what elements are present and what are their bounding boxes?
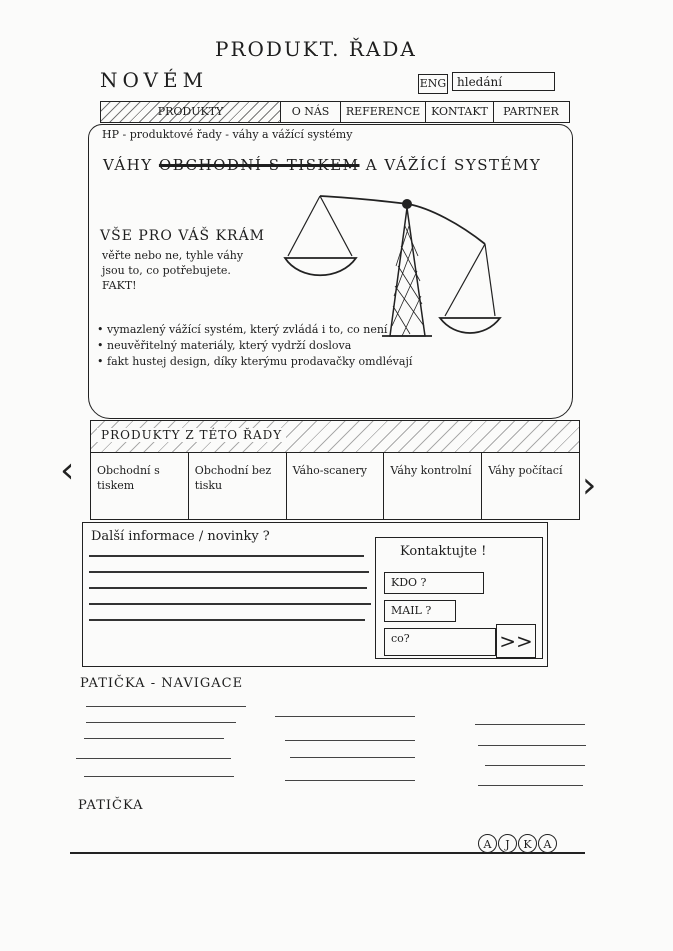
author-initial: J — [498, 834, 517, 853]
text-line — [89, 555, 364, 557]
author-badges — [478, 834, 557, 853]
footer-link[interactable] — [86, 722, 236, 723]
footer-link[interactable] — [275, 716, 415, 717]
breadcrumb[interactable]: HP - produktové řady - váhy a vážící systémy — [102, 128, 353, 141]
message-field[interactable]: co? — [384, 628, 496, 656]
list-item: • neuvěřitelný materiály, který vydrží doslova — [97, 338, 477, 354]
footer-link[interactable] — [478, 745, 586, 746]
contact-form — [375, 537, 543, 659]
product-item[interactable]: Váho-scanery — [287, 453, 385, 519]
feature-list — [97, 322, 477, 370]
headline-struck: OBCHODNÍ S TISKEM — [158, 156, 360, 174]
footer-divider — [70, 852, 585, 854]
author-initial: K — [518, 834, 537, 853]
chevron-left-icon[interactable]: ‹ — [60, 450, 75, 491]
promo-text: věřte nebo ne, tyhle váhy jsou to, co potřebujete. FAKT! — [102, 249, 244, 292]
footer-link[interactable] — [84, 776, 234, 777]
list-item: • fakt hustej design, díky kterýmu prodavačky omdlévají — [97, 354, 477, 370]
language-button[interactable]: ENG — [418, 74, 448, 94]
product-row — [91, 453, 579, 519]
author-initial: A — [478, 834, 497, 853]
footer-link[interactable] — [485, 765, 585, 766]
footer-link[interactable] — [285, 780, 415, 781]
hero-headline — [103, 156, 541, 174]
product-item[interactable]: Váhy kontrolní — [384, 453, 482, 519]
info-section — [82, 522, 548, 667]
text-line — [89, 619, 365, 621]
product-item[interactable]: Váhy počítací — [488, 464, 563, 477]
footer-title: PATIČKA — [78, 798, 144, 813]
footer-link[interactable] — [478, 785, 583, 786]
products-title: PRODUKTY Z TÉTO ŘADY — [97, 428, 286, 442]
headline-prefix: VÁHY — [103, 156, 153, 174]
text-line — [89, 603, 371, 605]
footer-link[interactable] — [76, 758, 231, 759]
product-item[interactable]: Obchodní s tiskem — [91, 453, 189, 519]
nav-item-partner[interactable]: PARTNER — [503, 105, 559, 118]
search-input[interactable]: hledání — [452, 72, 555, 91]
products-header — [91, 421, 579, 453]
nav-item-o-nas[interactable]: O NÁS — [281, 102, 341, 122]
footer-link[interactable] — [86, 706, 246, 707]
footer-nav-title: PATIČKA - NAVIGACE — [80, 676, 244, 691]
contact-title: Kontaktujte ! — [400, 544, 487, 559]
footer-link[interactable] — [475, 724, 585, 725]
nav-item-kontakt[interactable]: KONTAKT — [426, 102, 494, 122]
main-nav — [100, 101, 570, 123]
email-field[interactable]: MAIL ? — [384, 600, 456, 622]
chevron-right-icon[interactable]: › — [582, 465, 597, 506]
nav-item-reference[interactable]: REFERENCE — [341, 102, 426, 122]
footer-link[interactable] — [290, 757, 415, 758]
footer-link[interactable] — [285, 740, 415, 741]
nav-item-produkty[interactable]: PRODUKTY — [101, 102, 281, 122]
author-initial: A — [538, 834, 557, 853]
page-title: PRODUKT. ŘADA — [215, 37, 417, 61]
list-item: • vymazlený vážící systém, který zvládá i to, co není — [97, 322, 477, 338]
promo-title: VŠE PRO VÁŠ KRÁM — [100, 228, 266, 244]
footer-link[interactable] — [84, 738, 224, 739]
text-line — [89, 571, 369, 573]
text-line — [89, 587, 367, 589]
send-button[interactable]: >> — [496, 624, 536, 658]
info-title: Další informace / novinky ? — [91, 529, 270, 544]
product-carousel — [90, 420, 580, 520]
logo[interactable]: NOVÉM — [100, 68, 209, 92]
name-field[interactable]: KDO ? — [384, 572, 484, 594]
product-item[interactable]: Obchodní bez tisku — [189, 453, 287, 519]
headline-suffix: A VÁŽÍCÍ SYSTÉMY — [365, 156, 542, 174]
